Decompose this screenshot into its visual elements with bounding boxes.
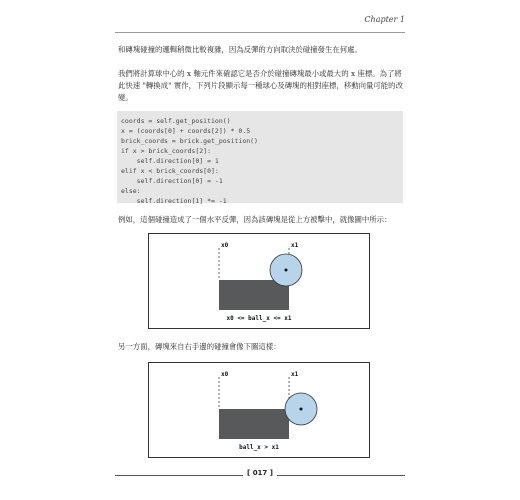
- page-header: [115, 12, 405, 33]
- chapter-label: Chapter 1: [364, 15, 405, 24]
- paragraph-intro: 和磚塊碰撞的邏輯稍微比較複雜，因為反彈的方向取決於碰撞發生在何處。: [118, 45, 362, 54]
- code-line: if x > brick_coords[2]:: [121, 147, 212, 155]
- page-number-value: 017: [252, 469, 268, 477]
- ball-center-dot: [285, 269, 288, 272]
- paragraph-example-top: 例如，這個碰撞造成了一個水平反彈，因為該磚塊是從上方被擊中，就像圖中所示：: [118, 215, 392, 224]
- diagram-caption: ball_x > x1: [239, 444, 279, 451]
- brick-rect: [219, 409, 289, 439]
- paragraph-example-right: 另一方面，磚塊來自右手邊的碰撞會像下圖這樣：: [118, 342, 281, 351]
- code-line: else:: [121, 187, 141, 195]
- x1-label: x1: [291, 242, 299, 249]
- diagram-caption: x0 <= ball_x <= x1: [226, 315, 292, 322]
- code-block: [117, 111, 403, 203]
- x0-label: x0: [221, 242, 229, 249]
- page-number: [ 017 ]: [247, 469, 273, 477]
- code-line: elif x < brick_coords[0]:: [121, 167, 219, 175]
- diagram-right-collision: [148, 362, 370, 458]
- ball-center-dot: [300, 408, 303, 411]
- code-line: x = (coords[0] + coords[2]) * 0.5: [121, 127, 251, 135]
- code-line: coords = self.get_position(): [121, 117, 231, 125]
- code-line: self.direction[0] = 1: [121, 157, 219, 165]
- x1-label: x1: [291, 371, 299, 378]
- footer-rule-left: [115, 475, 243, 476]
- code-line: self.direction[0] = -1: [121, 177, 223, 185]
- paragraph-explanation: 我們將計算球中心的 x 軸元件來確認它是否介於碰撞磚塊最小或最大的 x 座標。為了將此快速 "轉換成" 實作，下列片段顯示每一種球心及磚塊的相對座標，移動向量可能的改變。: [118, 69, 403, 102]
- diagram-top-collision: [148, 233, 370, 329]
- code-line: brick_coords = brick.get_position(): [121, 137, 258, 145]
- x0-label: x0: [221, 371, 229, 378]
- footer-rule-right: [277, 475, 405, 476]
- code-line: self.direction[1] *= -1: [121, 197, 227, 205]
